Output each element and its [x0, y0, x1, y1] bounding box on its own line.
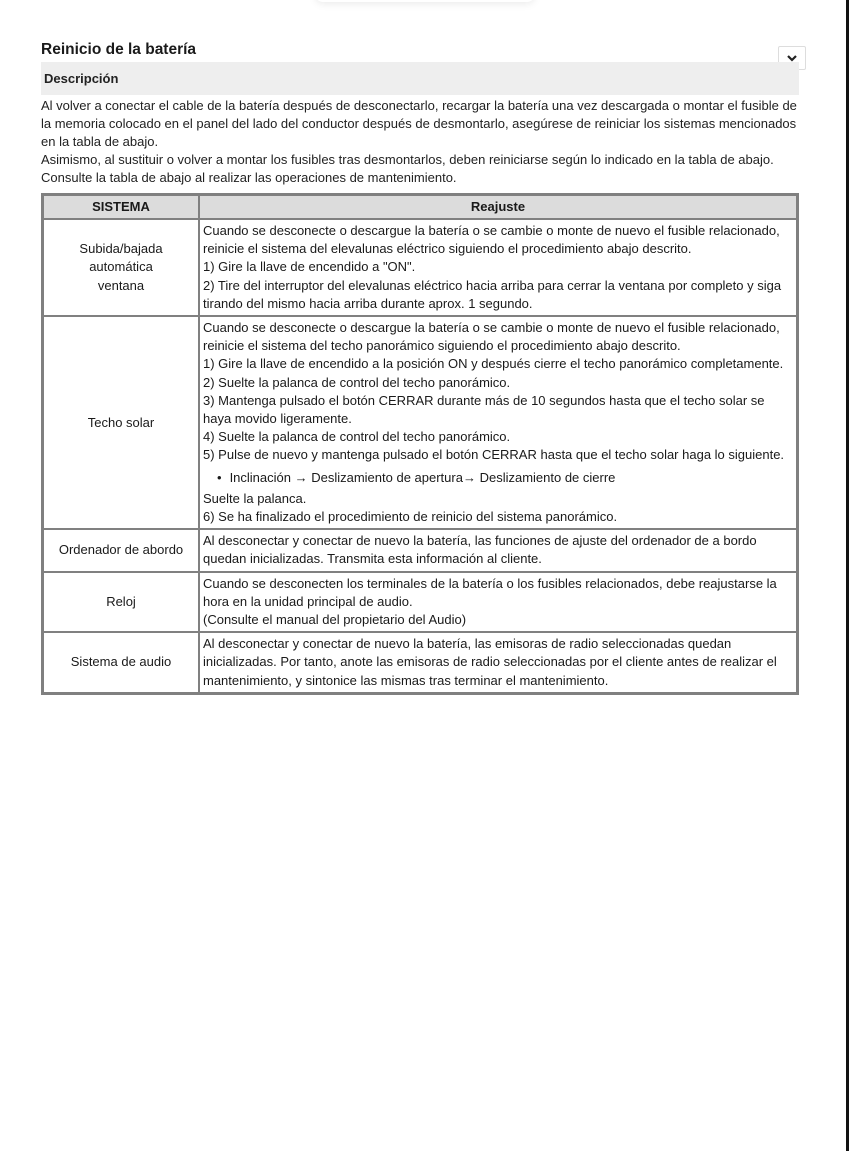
reset-step: 1) Gire la llave de encendido a "ON".: [203, 259, 416, 275]
description-text: [41, 97, 799, 187]
reset-systems-table: [41, 193, 799, 695]
reset-cell: [199, 219, 798, 316]
system-name-line: automática: [89, 259, 153, 275]
system-cell: Techo solar: [43, 316, 200, 529]
reset-cell: [199, 529, 798, 571]
reset-cell: [199, 632, 798, 693]
reset-text: Cuando se desconecte o descargue la batería o se cambie o monte de nuevo el fusible relacionado, reinicie el sistema del techo panorámico siguiendo el procedimiento abajo descrito.: [203, 320, 780, 354]
system-cell: Reloj: [43, 572, 200, 633]
page-title: Reinicio de la batería: [41, 41, 197, 58]
column-header-system: SISTEMA: [43, 195, 200, 220]
reset-text: Cuando se desconecten los terminales de la batería o los fusibles relacionados, debe reajustarse la hora en la unidad principal de audio.: [203, 575, 777, 609]
system-name-line: Subida/bajada: [79, 241, 163, 257]
reset-text: Al desconectar y conectar de nuevo la batería, las emisoras de radio seleccionadas quedan inicializadas. Por tanto, anote las emisoras de radio seleccionadas por el cliente antes de realizar el mantenimiento, y sintonice las mismas tras terminar el mantenimiento.: [203, 636, 777, 688]
reset-step: 2) Tire del interruptor del elevalunas eléctrico hacia arriba para cerrar la ventana por completo y siga tirando del mismo hacia arriba durante aprox. 1 segundo.: [203, 277, 782, 311]
reset-step: 6) Se ha finalizado el procedimiento de reinicio del sistema panorámico.: [203, 509, 618, 525]
reset-step: 3) Mantenga pulsado el botón CERRAR durante más de 10 segundos hasta que el techo solar se haya movido ligeramente.: [203, 392, 765, 427]
system-cell: Ordenador de abordo: [43, 529, 200, 571]
bullet-item: [203, 469, 793, 487]
table-row: [43, 219, 798, 316]
reset-step: 5) Pulse de nuevo y mantenga pulsado el botón CERRAR hasta que el techo solar haga lo siguiente.: [203, 447, 785, 463]
reset-step: 4) Suelte la palanca de control del techo panorámico.: [203, 429, 511, 445]
reset-text: Al desconectar y conectar de nuevo la batería, las funciones de ajuste del ordenador de a bordo quedan inicializadas. Transmita esta información al cliente.: [203, 533, 757, 567]
table-row: [43, 632, 798, 693]
reset-text: Cuando se desconecte o descargue la batería o se cambie o monte de nuevo el fusible relacionado, reinicie el sistema del elevalunas eléctrico siguiendo el procedimiento abajo descrito.: [203, 223, 780, 257]
reset-cell: [199, 572, 798, 633]
table-row: [43, 529, 798, 571]
bullet-text: Inclinación → Deslizamiento de apertura→ Deslizamiento de cierre: [229, 469, 616, 485]
reset-step: 1) Gire la llave de encendido a la posición ON y después cierre el techo panorámico completamente.: [203, 356, 784, 372]
reset-cell: [199, 316, 798, 529]
reset-note: (Consulte el manual del propietario del Audio): [203, 612, 467, 628]
section-header-description: Descripción: [41, 62, 799, 95]
system-cell: Sistema de audio: [43, 632, 200, 693]
description-paragraph: Al volver a conectar el cable de la batería después de desconectarlo, recargar la batería una vez descargada o montar el fusible de la memoria colocado en el panel del lado del conductor después de desmontarlo, asegúrese de reiniciar los sistemas mencionados en la tabla de abajo.: [41, 98, 797, 149]
top-toolbar-shadow: [315, 0, 535, 2]
bullet-dot-icon: •: [217, 469, 222, 485]
table-row: [43, 316, 798, 529]
system-cell: [43, 219, 200, 316]
table-row: [43, 572, 798, 633]
reset-step: Suelte la palanca.: [203, 490, 307, 506]
document-content: [41, 38, 799, 695]
system-name-line: ventana: [97, 277, 145, 293]
reset-step: 2) Suelte la palanca de control del techo panorámico.: [203, 374, 511, 390]
table-header-row: [43, 195, 798, 220]
column-header-reset: Reajuste: [199, 195, 798, 220]
description-paragraph: Asimismo, al sustituir o volver a montar los fusibles tras desmontarlos, deben reiniciarse según lo indicado en la tabla de abajo. Consulte la tabla de abajo al realizar las operaciones de mantenimiento.: [41, 152, 774, 185]
